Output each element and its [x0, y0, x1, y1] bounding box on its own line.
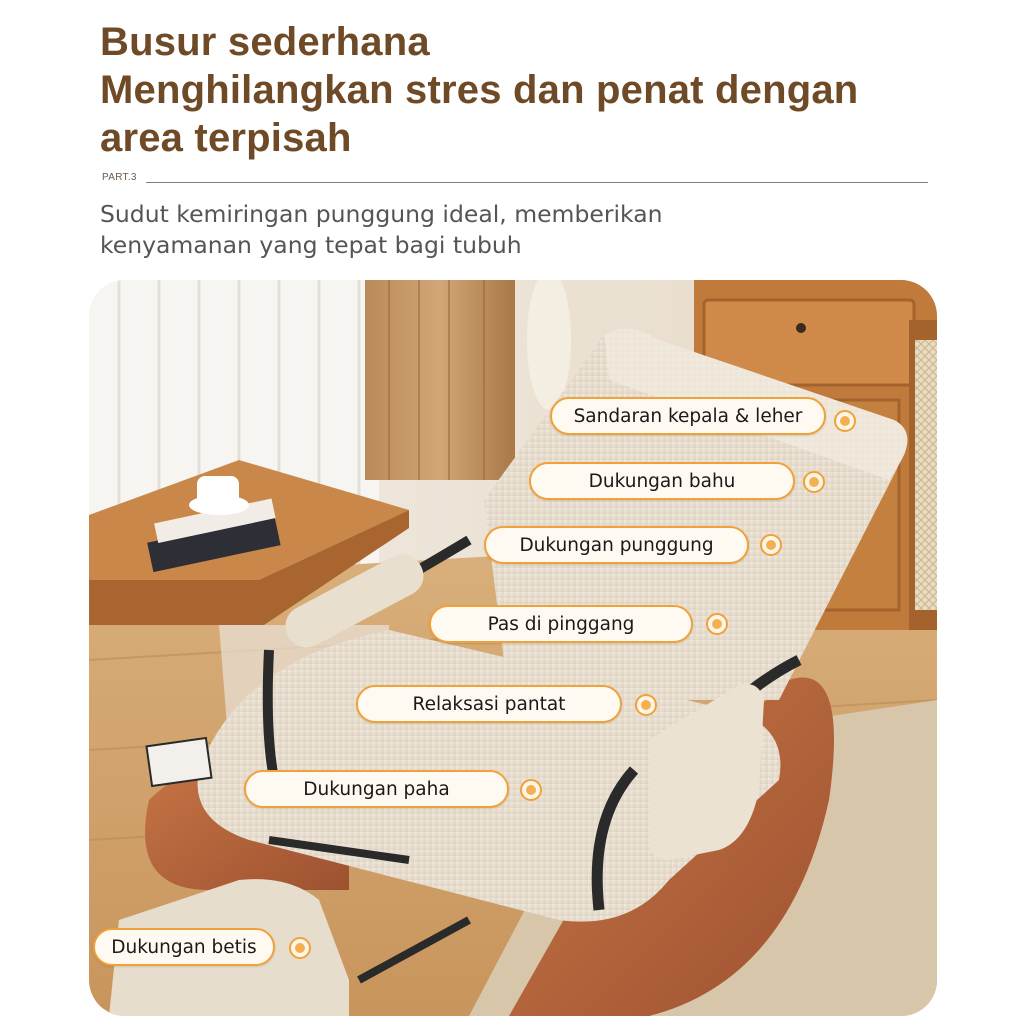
product-photo: [89, 280, 937, 1016]
subtitle: [100, 199, 663, 261]
callout-thigh: [244, 770, 509, 808]
section-label: PART.3: [102, 172, 137, 183]
callout-headrest: [550, 397, 826, 435]
magazine: [147, 738, 212, 786]
marker-headrest: [834, 410, 856, 432]
recliner-chair-illustration: [89, 280, 937, 1016]
title-line-1: Busur sederhana: [100, 20, 430, 64]
marker-buttocks: [635, 694, 657, 716]
callout-back: [484, 526, 749, 564]
section-divider: [102, 172, 928, 188]
title-line-3: area terpisah: [100, 116, 352, 160]
callout-back-label: Dukungan punggung: [519, 534, 714, 556]
title-line-2: Menghilangkan stres dan penat dengan: [100, 68, 859, 112]
marker-calf: [289, 937, 311, 959]
callout-shoulder-label: Dukungan bahu: [588, 470, 736, 492]
callout-shoulder: [529, 462, 795, 500]
divider-line: [146, 182, 928, 183]
marker-thigh: [520, 779, 542, 801]
marker-shoulder: [803, 471, 825, 493]
page-title: [100, 18, 858, 162]
brown-curtain: [365, 280, 515, 480]
callout-calf-label: Dukungan betis: [111, 936, 257, 958]
subtitle-line-2: kenyamanan yang tepat bagi tubuh: [100, 231, 522, 259]
marker-back: [760, 534, 782, 556]
callout-headrest-label: Sandaran kepala & leher: [573, 405, 803, 427]
callout-calf: [93, 928, 275, 966]
callout-buttocks: [356, 685, 622, 723]
subtitle-line-1: Sudut kemiringan punggung ideal, memberikan: [100, 200, 663, 228]
callout-thigh-label: Dukungan paha: [303, 778, 450, 800]
callout-waist-label: Pas di pinggang: [487, 613, 635, 635]
marker-waist: [706, 613, 728, 635]
callout-waist: [429, 605, 693, 643]
callout-buttocks-label: Relaksasi pantat: [412, 693, 566, 715]
